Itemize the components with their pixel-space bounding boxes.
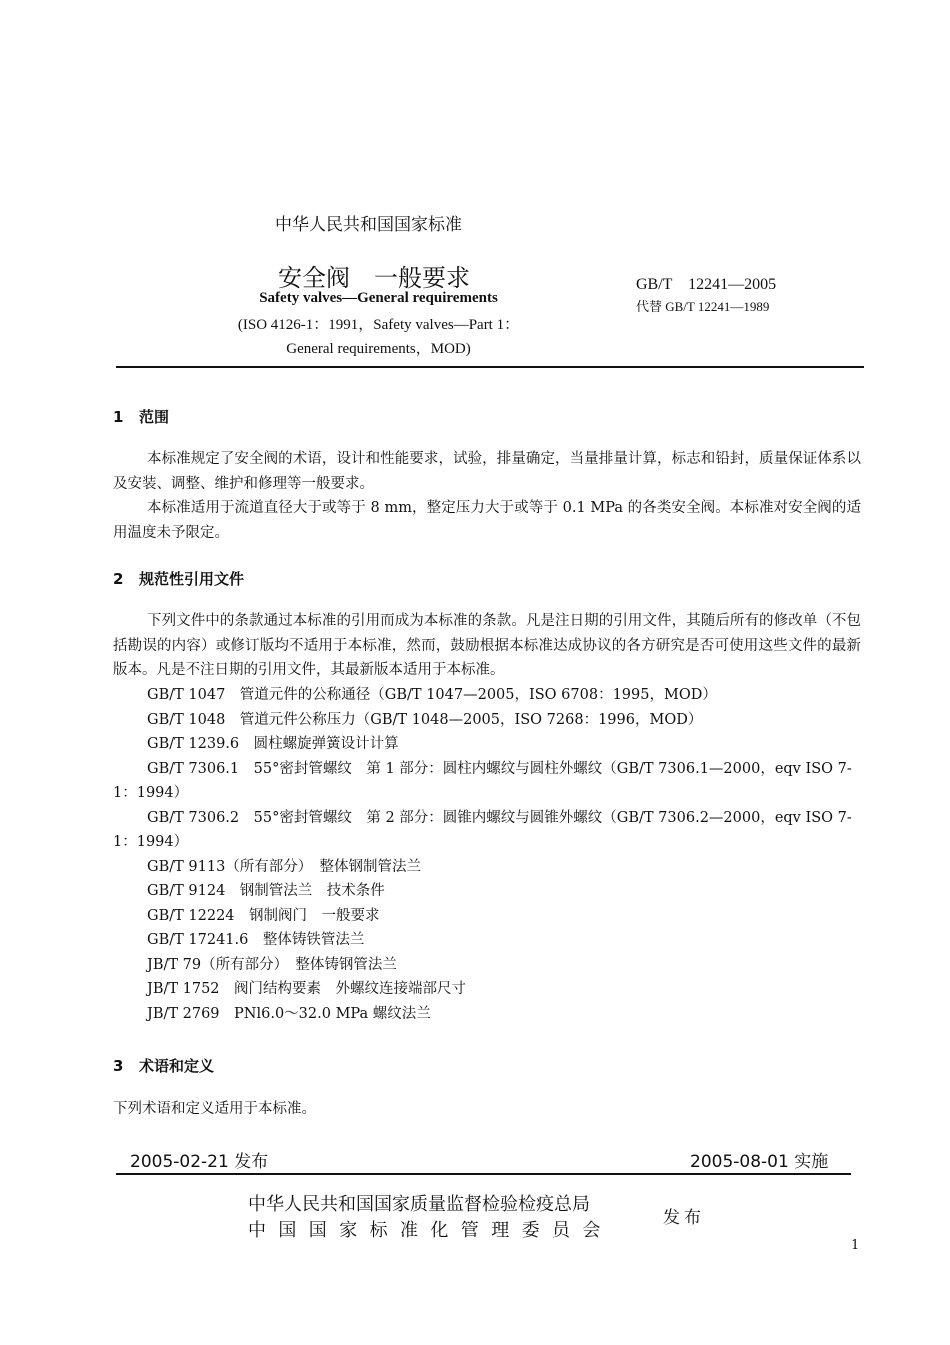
reference-item: JB/T 79（所有部分） 整体铸钢管法兰	[147, 956, 397, 973]
reference-item: GB/T 7306.1 55°密封管螺纹 第 1 部分：圆柱内螺纹与圆柱外螺纹（GB/T 7306.1—2000，eqv ISO 7-1：1994）	[113, 760, 852, 801]
reference-item: GB/T 12224 钢制阀门 一般要求	[147, 907, 380, 924]
reference-item: GB/T 1047 管道元件的公称通径（GB/T 1047—2005，ISO 6708：1995，MOD）	[147, 687, 717, 703]
section-number: 2	[113, 570, 124, 588]
reference-item: GB/T 9113（所有部分） 整体钢制管法兰	[147, 858, 422, 875]
publish-date: 2005-02-21 发布	[130, 1152, 269, 1172]
section-title: 规范性引用文件	[139, 570, 245, 588]
footer-divider	[116, 1173, 851, 1175]
section-1-paragraph: 本标准适用于流道直径大于或等于 8 mm，整定压力大于或等于 0.1 MPa 的各类安全阀。本标准对安全阀的适用温度未予限定。	[113, 500, 861, 541]
header-divider	[116, 366, 864, 368]
national-standard-label: 中华人民共和国国家标准	[275, 215, 462, 235]
section-3-intro: 下列术语和定义适用于本标准。	[113, 1101, 316, 1117]
reference-item: GB/T 1239.6 圆柱螺旋弹簧设计计算	[147, 736, 399, 752]
reference-item: GB/T 17241.6 整体铸铁管法兰	[147, 932, 365, 948]
standard-number: GB/T 12241—2005	[636, 276, 777, 293]
iso-reference-line1: (ISO 4126-1：1991，Safety valves—Part 1：	[237, 317, 520, 333]
section-2-intro: 下列文件中的条款通过本标准的引用而成为本标准的条款。凡是注日期的引用文件，其随后所有的修改单（不包括勘误的内容）或修订版均不适用于本标准，然而，鼓励根据本标准达成协议的各方研究是否可使用这些文件的最新版本。凡是不注日期的引用文件，其最新版本适用于本标准。	[113, 613, 861, 678]
section-number: 1	[113, 408, 124, 426]
reference-item: GB/T 7306.2 55°密封管螺纹 第 2 部分：圆锥内螺纹与圆锥外螺纹（GB/T 7306.2—2000，eqv ISO 7-1：1994）	[113, 809, 852, 850]
implement-date: 2005-08-01 实施	[690, 1152, 829, 1172]
section-3-heading	[113, 1055, 214, 1076]
section-title: 范围	[139, 408, 170, 426]
reference-item: GB/T 9124 钢制管法兰 技术条件	[147, 883, 385, 899]
page-number: 1	[851, 1238, 860, 1253]
issuer-line1: 中华人民共和国国家质量监督检验检疫总局	[248, 1194, 590, 1215]
reference-item: JB/T 1752 阀门结构要素 外螺纹连接端部尺寸	[147, 981, 467, 997]
reference-item: JB/T 2769 PNl6.0～32.0 MPa 螺纹法兰	[147, 1005, 431, 1022]
normative-references-list	[113, 683, 861, 1026]
section-title: 术语和定义	[139, 1057, 215, 1075]
section-1-paragraph: 本标准规定了安全阀的术语，设计和性能要求，试验，排量确定，当量排量计算，标志和铅封，质量保证体系以及安装、调整、维护和修理等一般要求。	[113, 451, 861, 492]
section-number: 3	[113, 1057, 124, 1075]
title-english: Safety valves—General requirements	[259, 290, 498, 306]
title-chinese: 安全阀 一般要求	[278, 264, 470, 292]
iso-reference-line2: General requirements，MOD)	[286, 341, 471, 357]
reference-item: GB/T 1048 管道元件公称压力（GB/T 1048—2005，ISO 7268：1996，MOD）	[147, 711, 703, 728]
publish-label: 发布	[663, 1208, 705, 1228]
replaces-standard: 代替 GB/T 12241—1989	[636, 299, 770, 314]
issuer-line2: 中国国家标准化管理委员会	[248, 1220, 613, 1241]
section-2-heading	[113, 568, 244, 589]
section-1-heading	[113, 406, 169, 427]
